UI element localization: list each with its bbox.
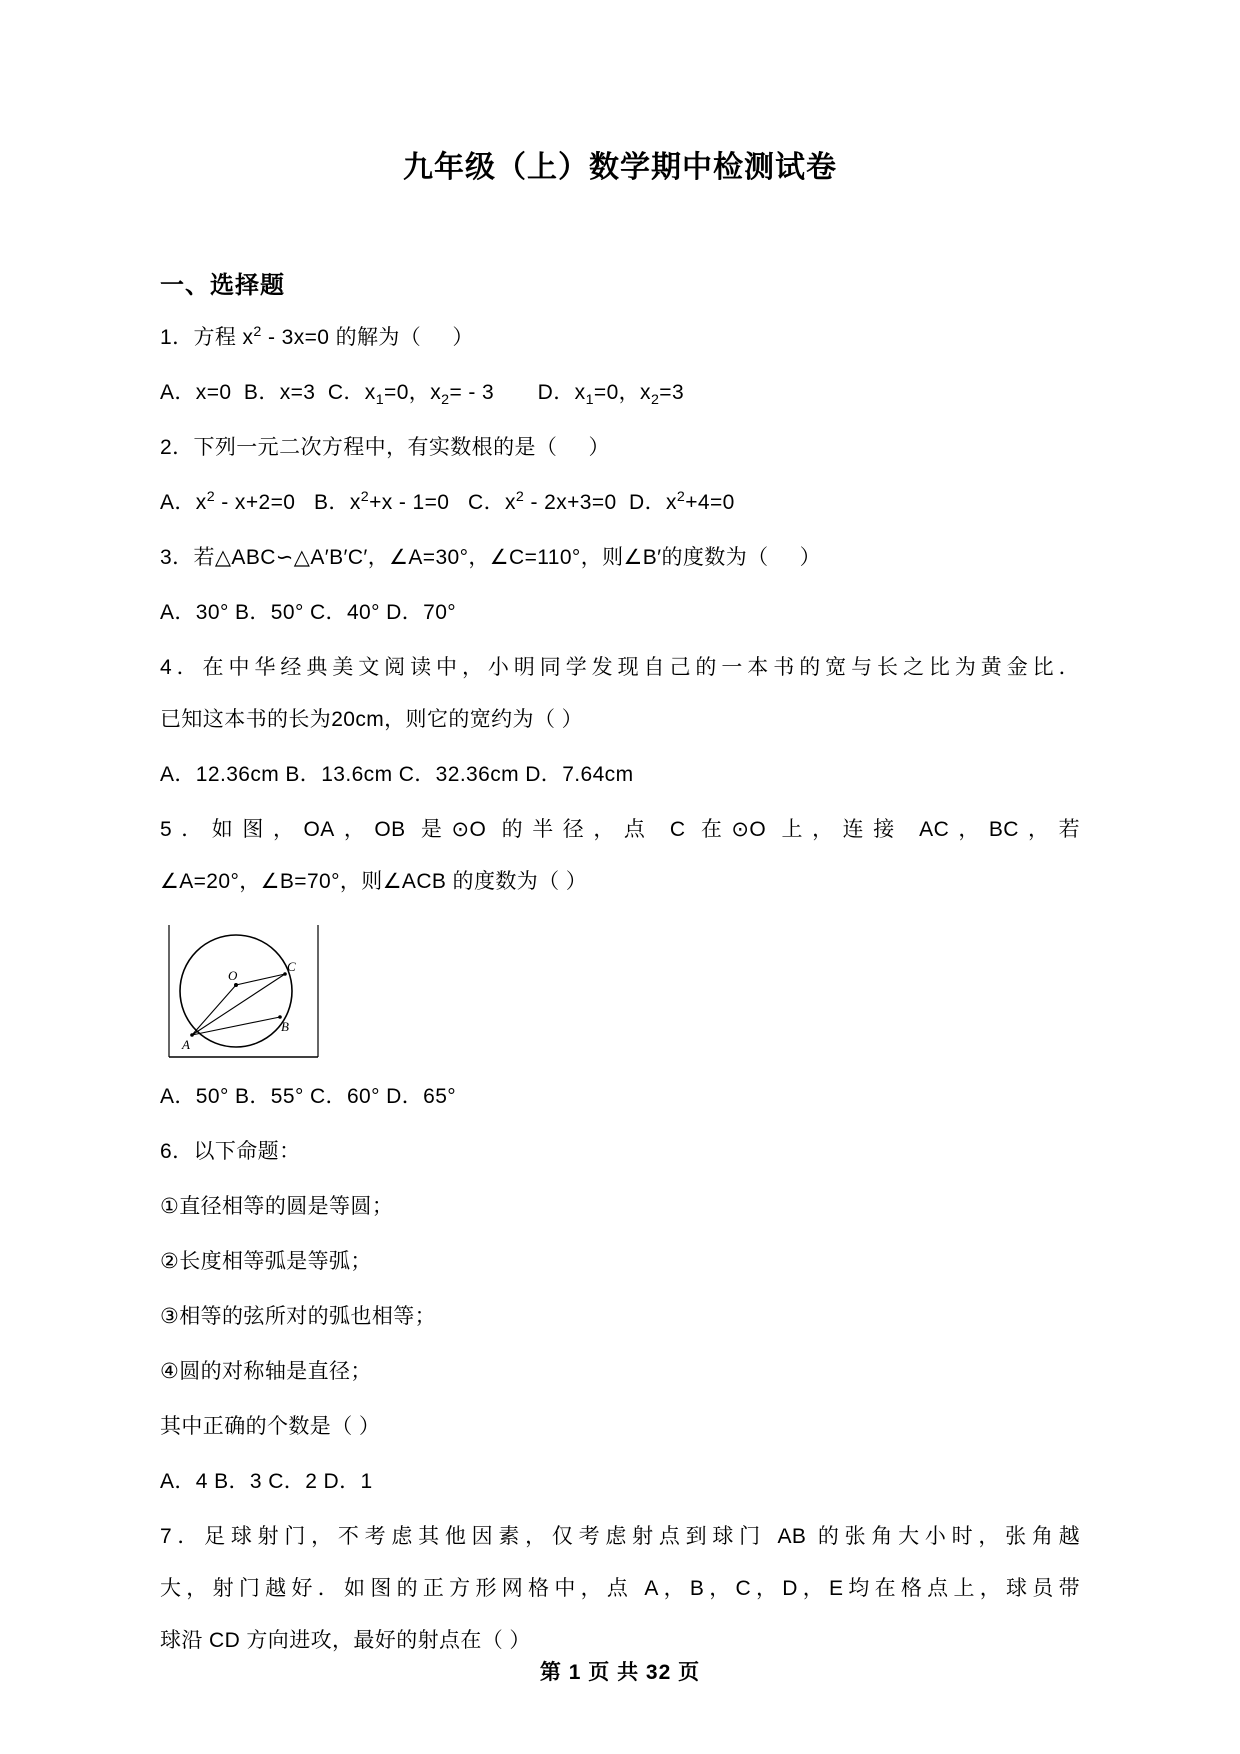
- question-3-stem: 3．若△ABC∽△A′B′C′，∠A=30°，∠C=110°，则∠B′的度数为（ ）: [160, 546, 822, 570]
- question-4-stem-line1: 4．在中华经典美文阅读中，小明同学发现自己的一本书的宽与长之比为黄金比．: [160, 656, 1080, 680]
- question-6-proposition-1: ①直径相等的圆是等圆；: [160, 1195, 394, 1219]
- question-2-options: A．$x^2 - x+2=0$ B．$x^2+x - 1=0$ C．$x^2 - 2x+3=0$ D．$x^2+4=0$: [160, 489, 735, 515]
- svg-text:O: O: [228, 968, 238, 984]
- page-footer: 第 1 页 共 32 页: [539, 1661, 701, 1684]
- svg-text:C: C: [287, 959, 296, 975]
- question-2-stem: 2．下列一元二次方程中，有实数根的是（ ）: [160, 436, 610, 460]
- question-5-stem-line1: 5．如图，OA，OB 是⊙O 的半径，点 C 在⊙O 上，连接 AC，BC，若: [160, 818, 1080, 842]
- question-7-stem-line3: 球沿 CD 方向进攻，最好的射点在（ ）: [160, 1629, 531, 1653]
- question-1-stem: 1．方程 $x^2 - 3x=0$ 的解为（ ）: [160, 324, 474, 349]
- question-4-stem-line2: 已知这本书的长为20cm，则它的宽约为（ ）: [160, 708, 583, 732]
- question-6-proposition-4: ④圆的对称轴是直径；: [160, 1360, 372, 1384]
- question-3-options: A．30° B．50° C．40° D．70°: [160, 601, 457, 625]
- question-4-options: A．12.36cm B．13.6cm C．32.36cm D．7.64cm: [160, 763, 634, 787]
- question-6-proposition-2: ②长度相等弧是等弧；: [160, 1250, 372, 1274]
- circle-figure: [168, 925, 320, 1059]
- question-5-options: A．50° B．55° C．60° D．65°: [160, 1085, 457, 1109]
- question-6-proposition-3: ③相等的弦所对的弧也相等；: [160, 1305, 437, 1329]
- question-7-stem-line2: 大，射门越好．如图的正方形网格中，点 A，B，C，D，E均在格点上，球员带: [160, 1577, 1080, 1601]
- question-6-options: A．4 B．3 C．2 D．1: [160, 1470, 373, 1494]
- question-5-stem-line2: ∠A=20°，∠B=70°，则∠ACB 的度数为（ ）: [160, 870, 588, 894]
- svg-text:B: B: [281, 1019, 289, 1035]
- svg-text:A: A: [182, 1037, 190, 1053]
- question-6-closing: 其中正确的个数是（ ）: [160, 1415, 381, 1439]
- question-5-figure-wrap: [160, 899, 1080, 1059]
- question-7-stem-line1: 7．足球射门，不考虑其他因素，仅考虑射点到球门 AB 的张角大小时，张角越: [160, 1525, 1080, 1549]
- section-heading: 一、选择题: [160, 272, 285, 299]
- page-title: 九年级（上）数学期中检测试卷: [403, 151, 837, 184]
- question-6-stem: 6．以下命题：: [160, 1140, 301, 1164]
- question-1-options: A．x=0 B．x=3 C．$x_1=0$，$x_2= - 3$ D．$x_1=0$，$x_2=3$: [160, 381, 685, 409]
